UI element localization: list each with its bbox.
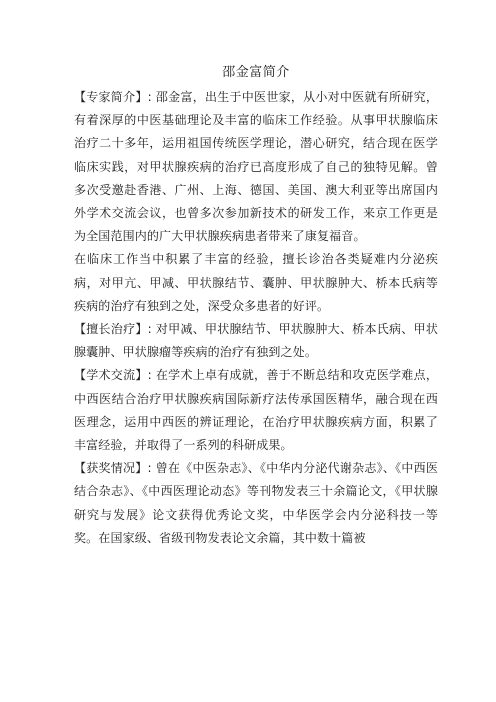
paragraph-expert-intro: 【专家简介】: 邵金富，出生于中医世家，从小对中医就有所研究，有着深厚的中医基础理论及丰富的临床工作经验。从事甲状腺临床治疗二十多年，运用祖国传统医学理论，潜心研究，结合现在医学临床实践，对甲状腺疾病的治疗已高度形成了自己的独特见解。曾多次受邀赴香港、广州、上海、德国、美国、澳大利亚等出席国内外学术交流会议，也曾多次参加新技术的研发工作，来京工作更是为全国范围内的广大甲状腺疾病患者带来了康复福音。 (74, 90, 438, 244)
paragraph-awards: 【获奖情况】: 曾在《中医杂志》、《中华内分泌代谢杂志》、《中西医结合杂志》、《中西医理论动态》等刊物发表三十余篇论文，《甲状腺研究与发展》论文获得优秀论文奖，中华医学会内分泌科技一等奖。在国家级、省级刊物发表论文余篇，其中数十篇被 (74, 461, 438, 545)
paragraph-specialties: 【擅长治疗】: 对甲减、甲状腺结节、甲状腺肿大、桥本氏病、甲状腺囊肿、甲状腺瘤等疾病的治疗有独到之处。 (74, 322, 438, 360)
document-title: 邵金富简介 (222, 65, 290, 80)
paragraph-academic-exchange: 【学术交流】: 在学术上卓有成就，善于不断总结和攻克医学难点，中西医结合治疗甲状腺疾病国际新疗法传承国医精华，融合现在西医理念，运用中西医的辨证理论，在治疗甲状腺疾病方面，积累了丰富经验，并取得了一系列的科研成果。 (74, 368, 438, 453)
document-page (74, 62, 438, 550)
paragraph-clinical-experience: 在临床工作当中积累了丰富的经验，擅长诊治各类疑难内分泌疾病，对甲亢、甲减、甲状腺结节、囊肿、甲状腺肿大、桥本氏病等疾病的治疗有独到之处，深受众多患者的好评。 (74, 252, 438, 313)
